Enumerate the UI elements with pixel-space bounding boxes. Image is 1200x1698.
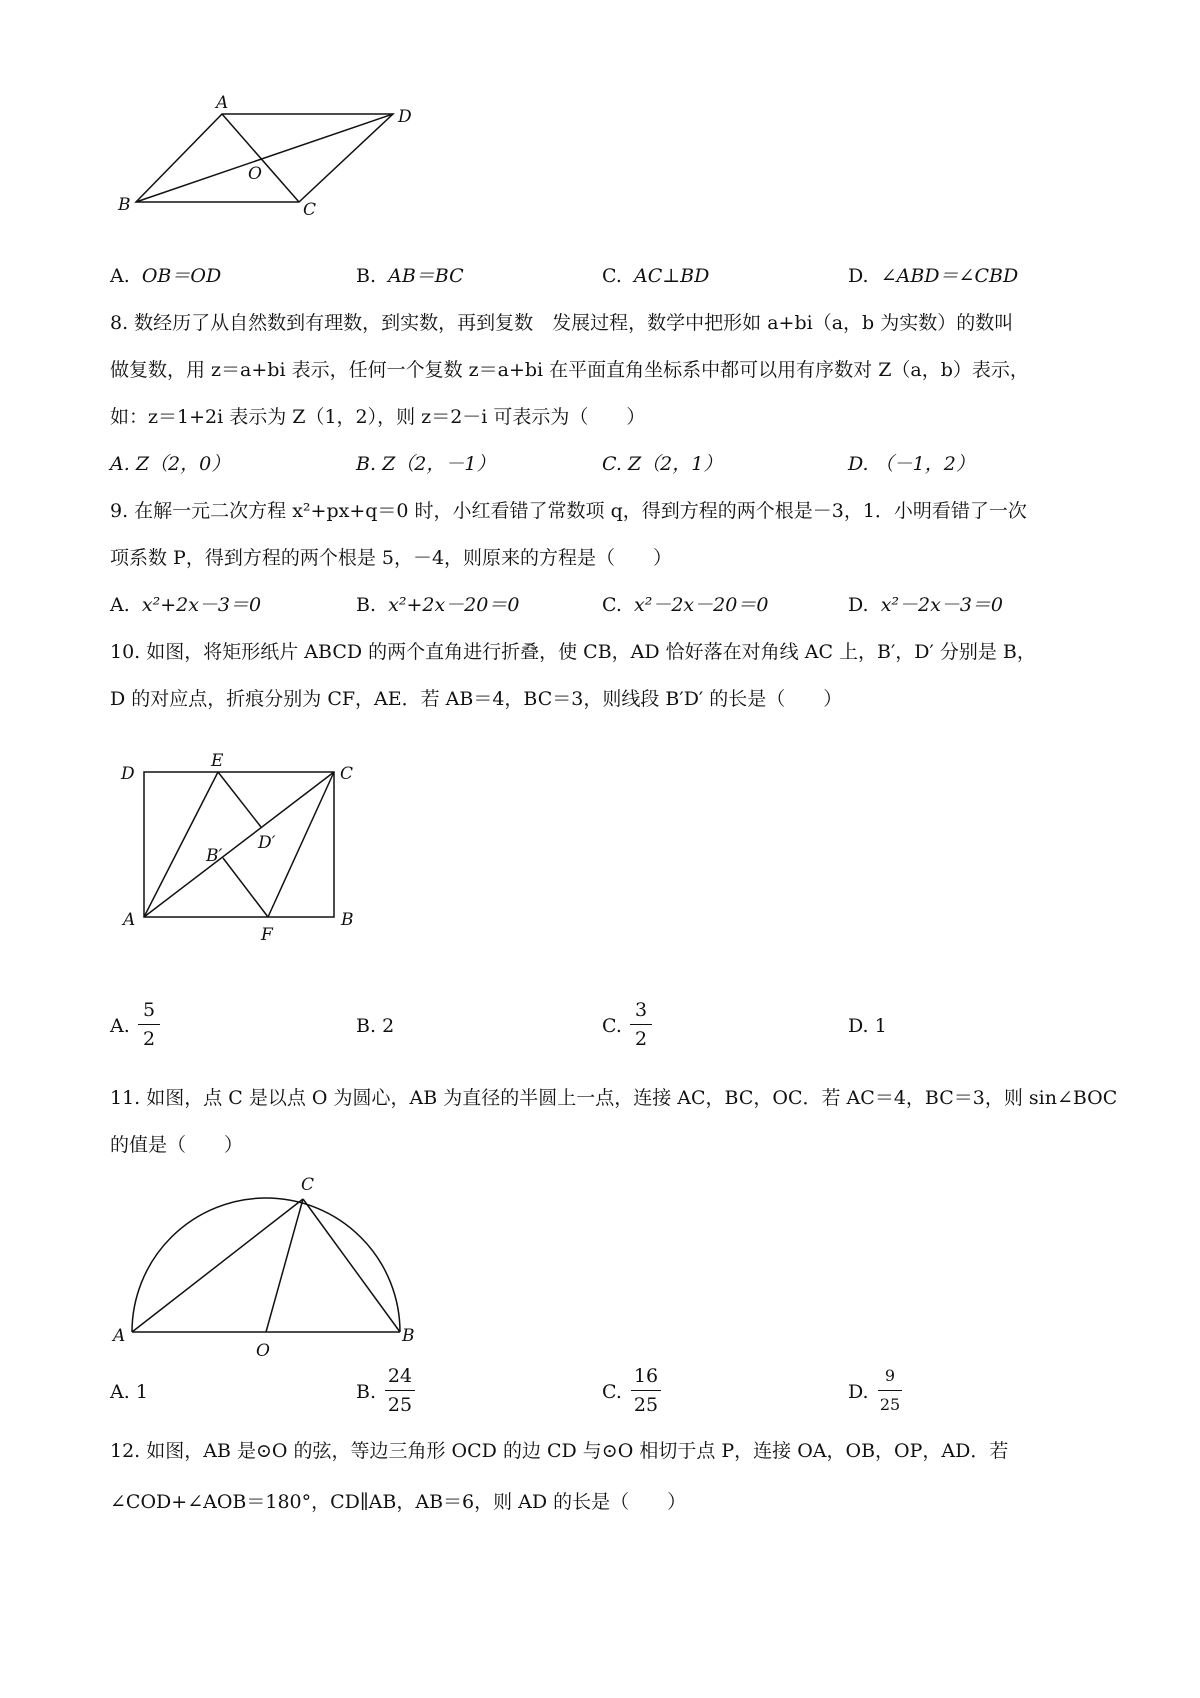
q9-option-b: B. x²+2x－20＝0: [356, 594, 520, 616]
q9-line-2: 项系数 P，得到方程的两个根是 5，－4，则原来的方程是（ ）: [110, 547, 673, 569]
q10-option-a-fraction: 5 2: [138, 998, 160, 1051]
q11-option-a: A. 1: [110, 1381, 148, 1403]
q11-option-c-fraction: 16 25: [631, 1364, 661, 1417]
label-E: E: [211, 751, 224, 771]
q7-option-c: C. AC⊥BD: [602, 265, 710, 287]
q10-option-c-fraction: 3 2: [630, 998, 652, 1051]
label-O: O: [248, 164, 262, 184]
q7-option-a: A. OB＝OD: [110, 265, 222, 287]
q8-option-b: B. Z（2，－1）: [356, 453, 496, 475]
q10-option-c-letter: C.: [602, 1015, 622, 1037]
q10-option-a-letter: A.: [110, 1015, 130, 1037]
label-F: F: [261, 925, 273, 945]
q10-line-2: D 的对应点，折痕分别为 CF，AE．若 AB＝4，BC＝3，则线段 B′D′ 的长是（ ）: [110, 688, 843, 710]
q12-line-1: 12. 如图，AB 是⊙O 的弦，等边三角形 OCD 的边 CD 与⊙O 相切于点 P，连接 OA，OB，OP，AD．若: [110, 1440, 1009, 1462]
rectangle-fold-figure: [115, 751, 375, 955]
q10-line-1: 10. 如图，将矩形纸片 ABCD 的两个直角进行折叠，使 CB，AD 恰好落在对角线 AC 上，B′，D′ 分别是 B，: [110, 641, 1036, 663]
q11-option-b-letter: B.: [356, 1381, 377, 1403]
label-C: C: [340, 764, 354, 784]
q8-line-1: 8. 数经历了从自然数到有理数，到实数，再到复数 发展过程，数学中把形如 a+bi（a，b 为实数）的数叫: [110, 312, 1014, 334]
q12-line-2: ∠COD+∠AOB＝180°，CD∥AB，AB＝6，则 AD 的长是（ ）: [110, 1491, 687, 1513]
q9-option-a: A. x²+2x－3＝0: [110, 594, 262, 616]
q11-line-2: 的值是（ ）: [110, 1134, 244, 1156]
label-D: D: [121, 764, 135, 784]
label-A: A: [123, 910, 136, 930]
q7-option-b: B. AB＝BC: [356, 265, 464, 287]
parallelogram-figure: [110, 95, 430, 235]
q8-option-d: D. （－1，2）: [848, 453, 975, 475]
q11-line-1: 11. 如图，点 C 是以点 O 为圆心，AB 为直径的半圆上一点，连接 AC，BC，OC．若 AC＝4，BC＝3，则 sin∠BOC: [110, 1087, 1118, 1109]
q7-option-d: D. ∠ABD＝∠CBD: [848, 265, 1019, 287]
q8-option-a: A. Z（2，0）: [110, 453, 231, 475]
label-B: B: [402, 1326, 415, 1346]
q8-line-3: 如：z＝1+2i 表示为 Z（1，2），则 z＝2－i 可表示为（ ）: [110, 406, 646, 428]
label-C: C: [301, 1175, 315, 1195]
q11-option-b-fraction: 24 25: [385, 1364, 415, 1417]
q8-line-2: 做复数，用 z＝a+bi 表示，任何一个复数 z＝a+bi 在平面直角坐标系中都可以用有序数对 Z（a，b）表示，: [110, 359, 1029, 381]
label-D-prime: D′: [258, 833, 276, 853]
label-B: B: [341, 910, 354, 930]
label-B: B: [118, 195, 131, 215]
label-D: D: [398, 107, 412, 127]
semicircle-figure: [110, 1175, 415, 1361]
label-B-prime: B′: [206, 846, 223, 866]
q11-option-d-letter: D.: [848, 1381, 869, 1403]
q8-option-c: C. Z（2，1）: [602, 453, 723, 475]
q10-option-b: B. 2: [356, 1015, 395, 1037]
q9-line-1: 9. 在解一元二次方程 x²+px+q＝0 时，小红看错了常数项 q，得到方程的两个根是－3，1．小明看错了一次: [110, 500, 1027, 522]
label-A: A: [113, 1326, 126, 1346]
q9-option-d: D. x²－2x－3＝0: [848, 594, 1004, 616]
label-A: A: [216, 93, 229, 113]
label-C: C: [303, 200, 317, 220]
q11-option-c-letter: C.: [602, 1381, 622, 1403]
q9-option-c: C. x²－2x－20＝0: [602, 594, 769, 616]
q11-option-d-fraction: 9 25: [879, 1366, 901, 1414]
label-O: O: [256, 1341, 270, 1361]
q10-option-d: D. 1: [848, 1015, 887, 1037]
